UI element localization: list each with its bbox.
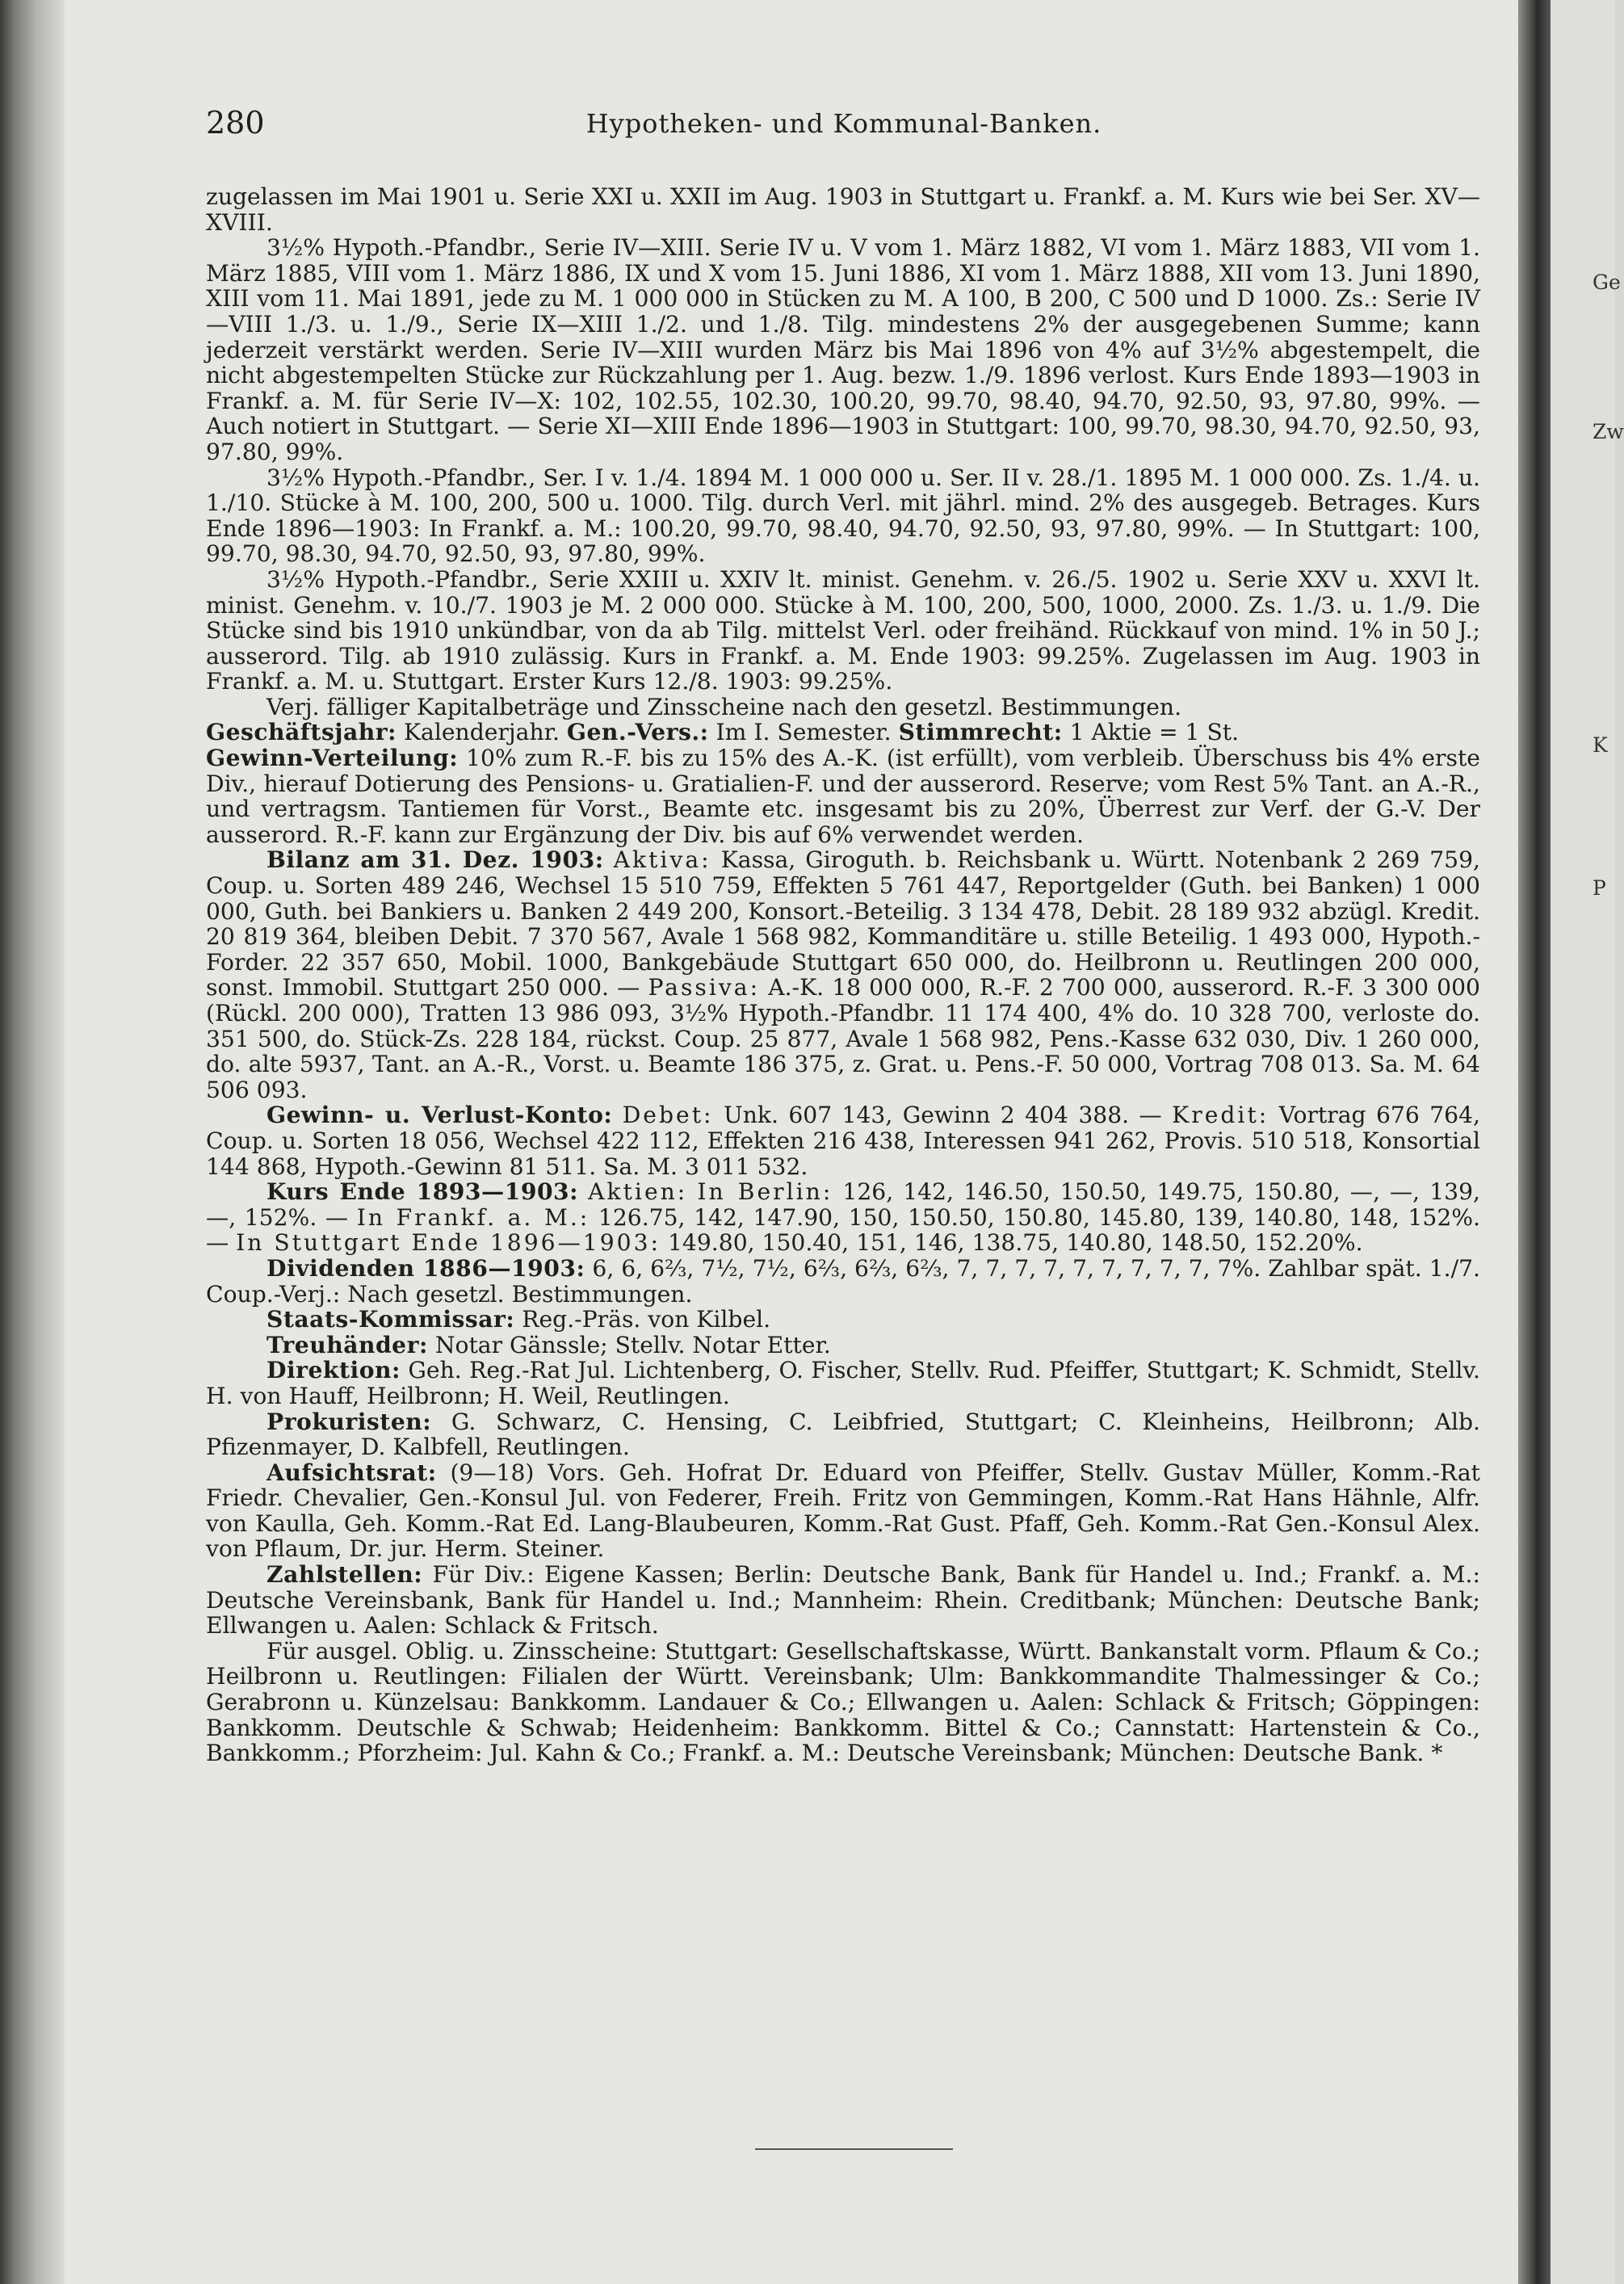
text-geschaeftsjahr: Kalenderjahr.	[404, 719, 560, 746]
paragraph-treuhaender	[206, 1333, 1480, 1358]
paragraph-gewinn-verteilung	[206, 745, 1480, 847]
text-passiva: A.-K. 18 000 000, R.-F. 2 700 000, ausserord. R.-F. 3 300 000 (Rückl. 200 000), Tratten 13 986 093, 3½% Hypoth.-Pfandbr. 11 174 400, 4% do. 10 328 700, verloste do. 351 500, do. Stück-Zs. 228 184, rückst. Coup. 25 877, Avale 1 568 982, Pens.-Kasse 632 030, Div. 1 260 000, do. alte 5937, Tant. an A.-R., Vorst. u. Beamte 186 375, z. Grat. u. Pens.-F. 50 000, Vortrag 708 013. Sa. M. 64 506 093.	[206, 974, 1480, 1103]
footer-rule	[755, 2148, 953, 2150]
paragraph-dividenden	[206, 1256, 1480, 1307]
text-kredit: Vortrag 676 764, Coup. u. Sorten 18 056, Wechsel 422 112, Effekten 216 438, Interessen 941 262, Provis. 510 518, Konsortial 144 868, Hypoth.-Gewinn 81 511. Sa. M. 3 011 532.	[206, 1102, 1480, 1180]
text-prokuristen: G. Schwarz, C. Hensing, C. Leibfried, Stuttgart; C. Kleinheins, Heilbronn; Alb. Pfizenmayer, D. Kalbfell, Reutlingen.	[206, 1408, 1480, 1461]
text-gewinn-verteilung: 10% zum R.-F. bis zu 15% des A.-K. (ist erfüllt), vom verbleib. Überschuss bis 4% erste Div., hierauf Dotierung des Pensions- u. Gratialien-F. und der ausserord. Reserve; vom Rest 5% Tant. an A.-R., und vertragsm. Tantiemen für Vorst., Beamte etc. insgesamt bis zu 20%, Überrest zur Verf. der G.-V. Der ausserord. R.-F. kann zur Ergänzung der Div. bis auf 6% verwendet werden.	[206, 745, 1480, 848]
heading-aufsichtsrat: Aufsichtsrat:	[266, 1459, 437, 1486]
paragraph-kurs	[206, 1179, 1480, 1256]
text-kurs-stuttgart: 149.80, 150.40, 151, 146, 138.75, 140.80, 148.50, 152.20%.	[668, 1229, 1363, 1257]
page-body-text	[206, 184, 1480, 1766]
heading-bilanz: Bilanz am 31. Dez. 1903:	[266, 846, 604, 874]
text-kurs-berlin: 126, 142, 146.50, 150.50, 149.75, 150.80, —, —, 139, —, 152%. —	[206, 1178, 1480, 1231]
heading-gewinn-verlust: Gewinn- u. Verlust-Konto:	[266, 1102, 613, 1129]
heading-gen-vers: Gen.-Vers.:	[566, 719, 709, 746]
page-header	[206, 105, 1482, 145]
heading-kurs: Kurs Ende 1893—1903:	[266, 1178, 579, 1206]
label-aktien: Aktien:	[588, 1178, 688, 1206]
paragraph-aufsichtsrat	[206, 1460, 1480, 1562]
heading-treuhaender: Treuhänder:	[266, 1331, 428, 1358]
text-treuhaender: Notar Gänssle; Stellv. Notar Etter.	[434, 1331, 831, 1358]
paragraph-prokuristen	[206, 1409, 1480, 1460]
adjacent-page-fragment: Zw	[1593, 420, 1624, 443]
label-passiva: Passiva:	[648, 974, 761, 1001]
paragraph-admission: zugelassen im Mai 1901 u. Serie XXI u. XXII im Aug. 1903 in Stuttgart u. Frankf. a. M. Kurs wie bei Ser. XV—XVIII.	[206, 183, 1480, 236]
heading-stimmrecht: Stimmrecht:	[898, 719, 1063, 746]
text-staats-kommissar: Reg.-Präs. von Kilbel.	[522, 1306, 771, 1333]
paragraph-direktion	[206, 1358, 1480, 1409]
label-frankfurt: In Frankf. a. M.:	[356, 1203, 590, 1231]
book-spine-shadow	[1518, 0, 1551, 2284]
paragraph-pfandbriefe-series-1-2: 3½% Hypoth.-Pfandbr., Ser. I v. 1./4. 1894 M. 1 000 000 u. Ser. II v. 28./1. 1895 M. 1 000 000. Zs. 1./4. u. 1./10. Stücke à M. 100, 200, 500 u. 1000. Tilg. durch Verl. mit jährl. mind. 2% des ausgegeb. Betrages. Kurs Ende 1896—1903: In Frankf. a. M.: 100.20, 99.70, 98.40, 94.70, 92.50, 93, 97.80, 99%. — In Stuttgart: 100, 99.70, 98.30, 94.70, 92.50, 93, 97.80, 99%.	[206, 464, 1480, 568]
running-title: Hypotheken- und Kommunal-Banken.	[585, 108, 1102, 139]
heading-zahlstellen: Zahlstellen:	[266, 1561, 423, 1589]
text-kurs-frankfurt: 126.75, 142, 147.90, 150, 150.50, 150.80, 145.80, 139, 140.80, 148, 152%. —	[206, 1203, 1480, 1257]
adjacent-page-fragment: P	[1593, 876, 1606, 900]
label-aktiva: Aktiva:	[613, 846, 711, 874]
heading-staats-kommissar: Staats-Kommissar:	[266, 1306, 515, 1333]
paragraph-bilanz	[206, 847, 1480, 1102]
text-stimmrecht: 1 Aktie = 1 St.	[1069, 719, 1240, 746]
paragraph-pfandbriefe-series-23-26: 3½% Hypoth.-Pfandbr., Serie XXIII u. XXIV lt. minist. Genehm. v. 26./5. 1902 u. Serie XXV u. XXVI lt. minist. Genehm. v. 10./7. 1903 je M. 2 000 000. Stücke à M. 100, 200, 500, 1000, 2000. Zs. 1./3. u. 1./9. Die Stücke sind bis 1910 unkündbar, von da ab Tilg. mittelst Verl. oder freihänd. Rückkauf von mind. 1% in 50 J.; ausserord. Tilg. ab 1910 zulässig. Kurs in Frankf. a. M. Ende 1903: 99.25%. Zugelassen im Aug. 1903 in Frankf. a. M. u. Stuttgart. Erster Kurs 12./8. 1903: 99.25%.	[206, 565, 1480, 695]
label-stuttgart: In Stuttgart Ende 1896—1903:	[236, 1229, 661, 1257]
adjacent-page-fragment: Ge	[1593, 271, 1621, 294]
heading-gewinn-verteilung: Gewinn-Verteilung:	[206, 745, 459, 772]
text-zahlstellen: Für Div.: Eigene Kassen; Berlin: Deutsche Bank, Bank für Handel u. Ind.; Frankf. a. M.: Deutsche Vereinsbank, Bank für Handel u. Ind.; Mannheim: Rhein. Creditbank; München: Deutsche Bank; Ellwangen u. Aalen: Schlack & Fritsch.	[206, 1561, 1480, 1640]
paragraph-pfandbriefe-series-4-13: 3½% Hypoth.-Pfandbr., Serie IV—XIII. Serie IV u. V vom 1. März 1882, VI vom 1. März 1883, VII vom 1. März 1885, VIII vom 1. März 1886, IX und X vom 15. Juni 1886, XI vom 1. März 1888, XII vom 13. Juni 1890, XIII vom 11. Mai 1891, jede zu M. 1 000 000 in Stücken zu M. A 100, B 200, C 500 und D 1000. Zs.: Serie IV—VIII 1./3. u. 1./9., Serie IX—XIII 1./2. und 1./8. Tilg. mindestens 2% der ausgegebenen Summe; kann jederzeit verstärkt werden. Serie IV—XIII wurden März bis Mai 1896 von 4% auf 3½% abgestempelt, die nicht abgestempelten Stücke zur Rückzahlung per 1. Aug. bezw. 1./9. 1896 verlost. Kurs Ende 1893—1903 in Frankf. a. M. für Serie IV—X: 102, 102.55, 102.30, 100.20, 99.70, 98.40, 94.70, 92.50, 93, 97.80, 99%. — Auch notiert in Stuttgart. — Serie XI—XIII Ende 1896—1903 in Stuttgart: 100, 99.70, 98.30, 94.70, 92.50, 93, 97.80, 99%.	[206, 234, 1480, 465]
label-berlin: In Berlin:	[697, 1178, 833, 1206]
heading-prokuristen: Prokuristen:	[266, 1408, 432, 1435]
heading-direktion: Direktion:	[266, 1357, 401, 1384]
paragraph-zahlstellen-oblig: Für ausgel. Oblig. u. Zinsscheine: Stuttgart: Gesellschaftskasse, Württ. Bankanstalt vorm. Pflaum & Co.; Heilbronn u. Reutlingen: Filialen der Württ. Vereinsbank; Ulm: Bankkommandite Thalmessinger & Co.; Gerabronn u. Künzelsau: Bankkomm. Landauer & Co.; Ellwangen u. Aalen: Schlack & Fritsch; Göppingen: Bankkomm. Deutschle & Schwab; Heidenheim: Bankkomm. Bittel & Co.; Cannstatt: Hartenstein & Co., Bankkomm.; Pforzheim: Jul. Kahn & Co.; Frankf. a. M.: Deutsche Vereinsbank; München: Deutsche Bank. *	[206, 1637, 1480, 1767]
heading-geschaeftsjahr: Geschäftsjahr:	[206, 719, 397, 746]
text-dividenden: 6, 6, 6⅔, 7½, 7½, 6⅔, 6⅔, 6⅔, 7, 7, 7, 7, 7, 7, 7, 7, 7, 7%. Zahlbar spät. 1./7. Coup.-Verj.: Nach gesetzl. Bestimmungen.	[206, 1254, 1481, 1308]
adjacent-page-edge	[1551, 0, 1624, 2284]
paragraph-verjaehrung: Verj. fälliger Kapitalbeträge und Zinsscheine nach den gesetzl. Bestimmungen.	[266, 693, 1182, 720]
paragraph-staats-kommissar	[206, 1307, 1480, 1333]
paragraph-geschaeftsjahr	[206, 720, 1480, 745]
page-gutter-shadow	[0, 0, 65, 2284]
page-number: 280	[206, 105, 265, 141]
paragraph-gewinn-verlust	[206, 1102, 1480, 1179]
label-kredit: Kredit:	[1172, 1102, 1269, 1129]
text-direktion: Geh. Reg.-Rat Jul. Lichtenberg, O. Fischer, Stellv. Rud. Pfeiffer, Stuttgart; K. Schmidt, Stellv. H. von Hauff, Heilbronn; H. Weil, Reutlingen.	[206, 1357, 1480, 1409]
text-aktiva: Kassa, Giroguth. b. Reichsbank u. Württ. Notenbank 2 269 759, Coup. u. Sorten 489 246, Wechsel 15 510 759, Effekten 5 761 447, Reportgelder (Guth. bei Banken) 1 000 000, Guth. bei Bankiers u. Banken 2 449 200, Konsort.-Beteilig. 3 134 478, Debit. 28 189 932 abzügl. Kredit. 20 819 364, bleiben Debit. 7 370 567, Avale 1 568 982, Kommanditäre u. stille Beteilig. 1 493 000, Hypoth.-Forder. 22 357 650, Mobil. 1000, Bankgebäude Stuttgart 650 000, do. Heilbronn u. Reutlingen 200 000, sonst. Immobil. Stuttgart 250 000. —	[206, 846, 1480, 1001]
label-debet: Debet:	[622, 1102, 714, 1129]
paragraph-zahlstellen	[206, 1562, 1480, 1639]
text-gen-vers: Im I. Semester.	[715, 719, 892, 746]
text-aufsichtsrat: (9—18) Vors. Geh. Hofrat Dr. Eduard von Pfeiffer, Stellv. Gustav Müller, Komm.-Rat Friedr. Chevalier, Gen.-Konsul Jul. von Federer, Freih. Fritz von Gemmingen, Komm.-Rat Hans Hähnle, Alfr. von Kaulla, Geh. Komm.-Rat Ed. Lang-Blaubeuren, Komm.-Rat Gust. Pfaff, Geh. Komm.-Rat Gen.-Konsul Alex. von Pflaum, Dr. jur. Herm. Steiner.	[206, 1459, 1480, 1563]
text-debet: Unk. 607 143, Gewinn 2 404 388. —	[723, 1102, 1162, 1129]
heading-dividenden: Dividenden 1886—1903:	[266, 1254, 585, 1282]
adjacent-page-fragment: K	[1593, 733, 1608, 757]
